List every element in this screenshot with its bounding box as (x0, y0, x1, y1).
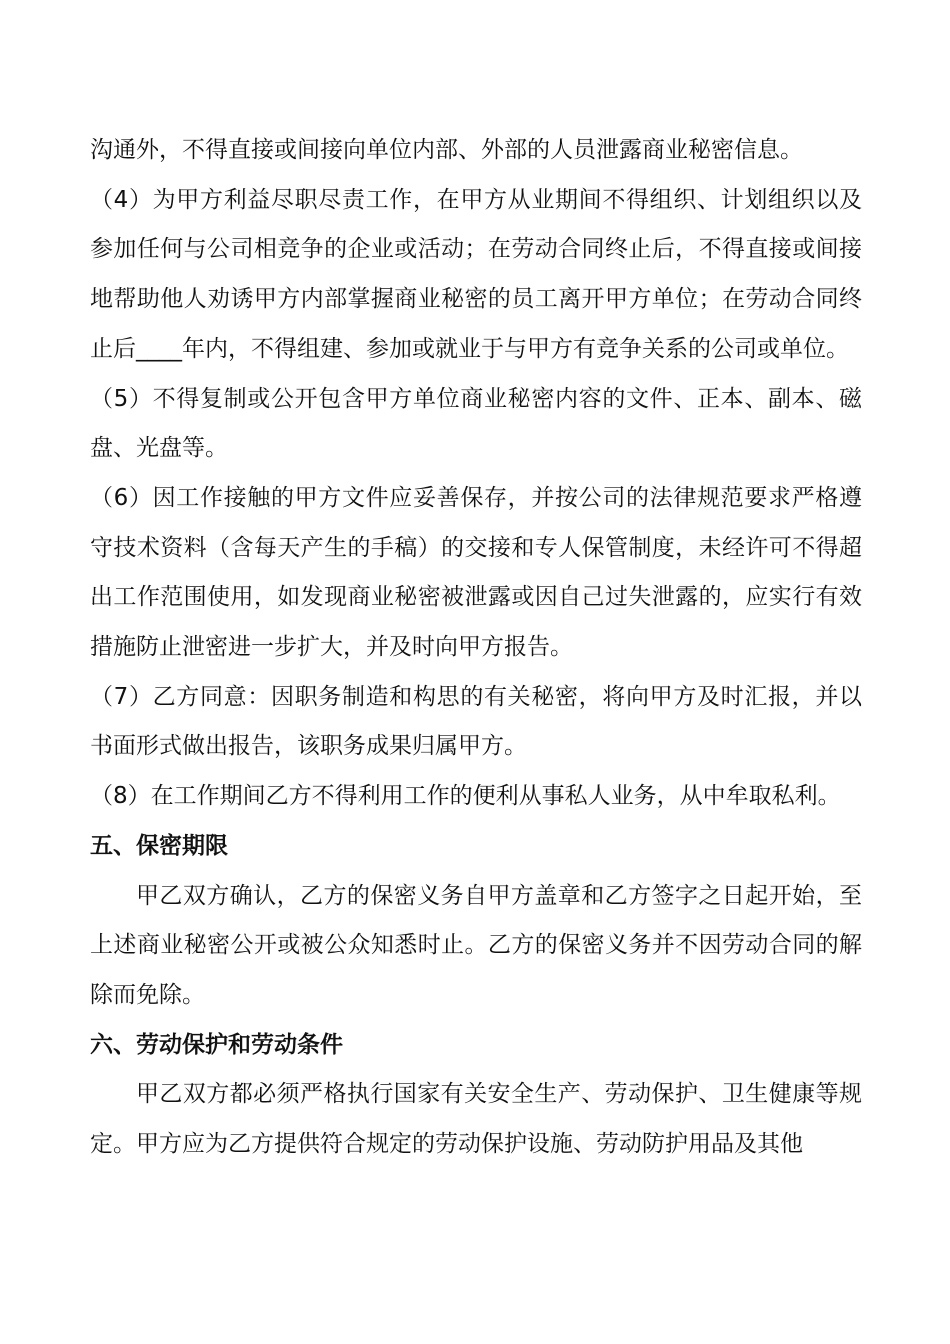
document-page (90, 126, 862, 1170)
heading-section-5: 五、保密期限 (90, 832, 228, 859)
clause-5: （5）不得复制或公开包含甲方单位商业秘密内容的文件、正本、副本、磁盘、光盘等。 (90, 385, 862, 462)
clause-4: （4）为甲方利益尽职尽责工作，在甲方从业期间不得组织、计划组织以及参加任何与公司相竞争的企业或活动；在劳动合同终止后，不得直接或间接地帮助他人劝诱甲方内部掌握商业秘密的员工离开甲方单位；在劳动合同终止后____年内，不得组建、参加或就业于与甲方有竞争关系的公司或单位。 (90, 186, 862, 362)
heading-section-6: 六、劳动保护和劳动条件 (90, 1031, 343, 1058)
para-continued-secrecy: 沟通外，不得直接或间接向单位内部、外部的人员泄露商业秘密信息。 (90, 137, 803, 163)
clause-6: （6）因工作接触的甲方文件应妥善保存，并按公司的法律规范要求严格遵守技术资料（含每天产生的手稿）的交接和专人保管制度，未经许可不得超出工作范围使用，如发现商业秘密被泄露或因自己过失泄露的，应实行有效措施防止泄密进一步扩大，并及时向甲方报告。 (90, 484, 862, 661)
section-6-body: 甲乙双方都必须严格执行国家有关安全生产、劳动保护、卫生健康等规定。甲方应为乙方提供符合规定的劳动保护设施、劳动防护用品及其他 (90, 1081, 862, 1158)
clause-8: （8）在工作期间乙方不得利用工作的便利从事私人业务，从中牟取私利。 (90, 783, 841, 810)
section-5-body: 甲乙双方确认，乙方的保密义务自甲方盖章和乙方签字之日起开始，至上述商业秘密公开或被公众知悉时止。乙方的保密义务并不因劳动合同的解除而免除。 (90, 882, 862, 1008)
clause-7: （7）乙方同意：因职务制造和构思的有关秘密，将向甲方及时汇报，并以书面形式做出报告，该职务成果归属甲方。 (90, 683, 862, 760)
